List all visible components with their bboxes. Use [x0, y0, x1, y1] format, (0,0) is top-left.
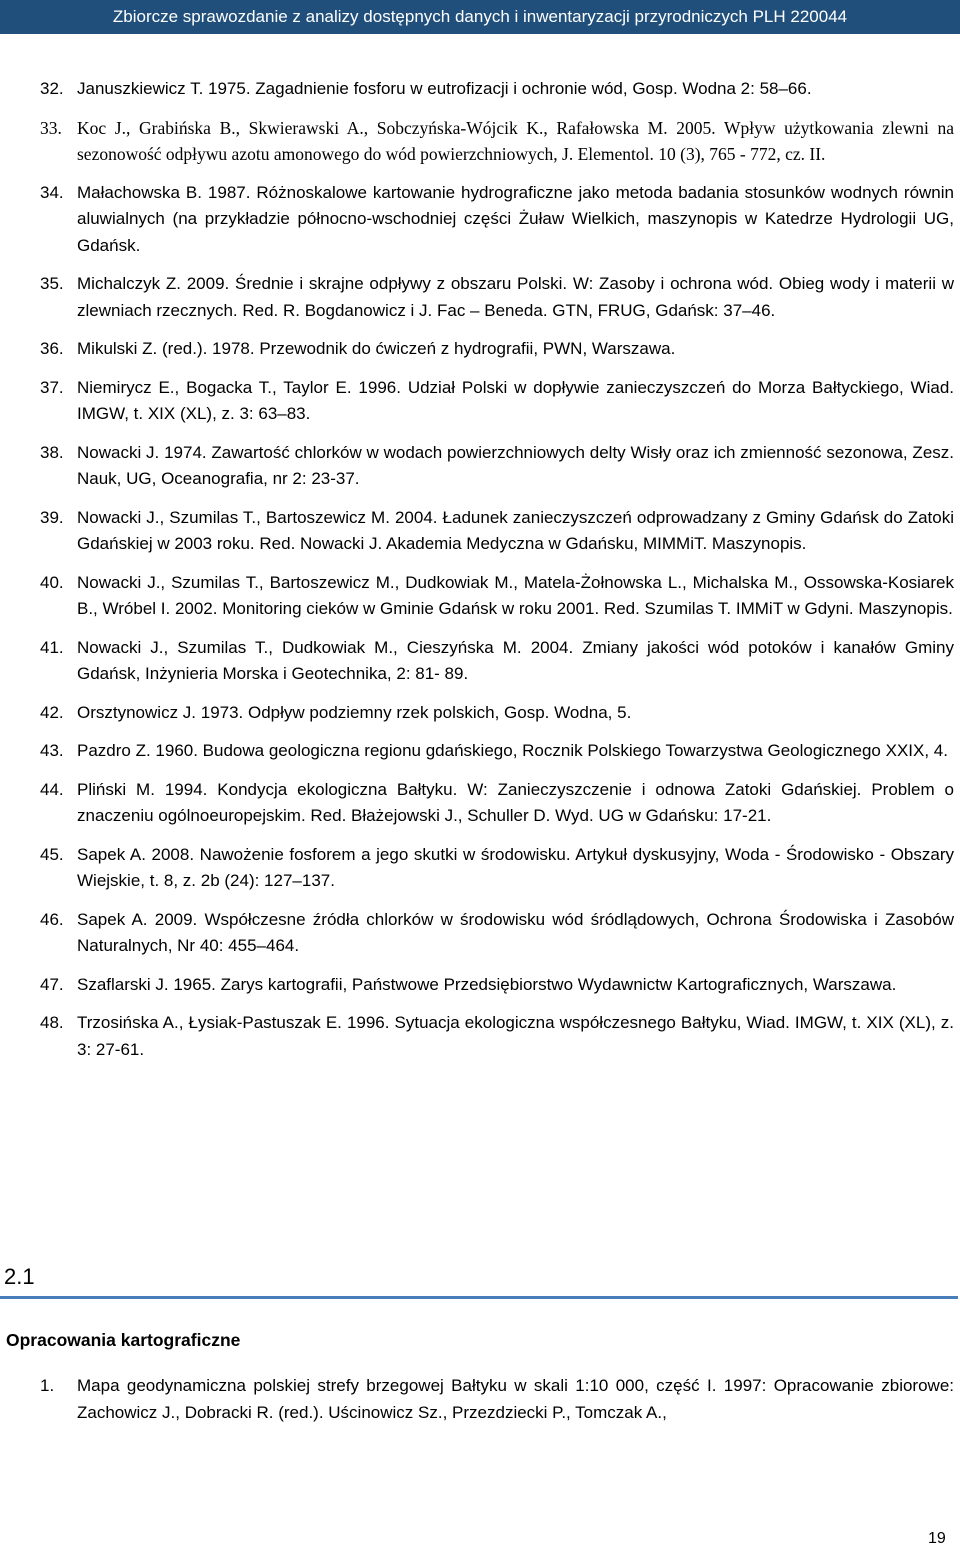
reference-text: Nowacki J. 1974. Zawartość chlorków w wodach powierzchniowych delty Wisły oraz ich zmienność sezonowa, Zesz. Nauk, UG, Oceanografia, nr 2: 23-37.	[77, 442, 954, 488]
reference-text: Sapek A. 2009. Współczesne źródła chlorków w środowisku wód śródlądowych, Ochrona Środowiska i Zasobów Naturalnych, Nr 40: 455–464.	[77, 909, 954, 955]
reference-number: 46.	[40, 909, 64, 929]
reference-number: 41.	[40, 637, 64, 657]
reference-number: 33.	[40, 117, 62, 138]
reference-item	[40, 842, 954, 895]
reference-item	[40, 505, 954, 558]
reference-list	[40, 76, 954, 1075]
reference-text: Koc J., Grabińska B., Skwierawski A., Sobczyńska-Wójcik K., Rafałowska M. 2005. Wpływ użytkowania zlewni na sezonowość odpływu azotu amonowego do wód powierzchniowych, J. Elementol. 10 (3), 765 - 772, cz. II.	[77, 117, 954, 164]
reference-item	[40, 1010, 954, 1063]
section-divider	[0, 1296, 958, 1299]
reference-number: 44.	[40, 779, 64, 799]
reference-text: Sapek A. 2008. Nawożenie fosforem a jego skutki w środowisku. Artykuł dyskusyjny, Woda - Środowisko - Obszary Wiejskie, t. 8, z. 2b (24): 127–137.	[77, 844, 954, 890]
reference-item	[40, 570, 954, 623]
reference-number: 37.	[40, 377, 64, 397]
reference-number: 43.	[40, 741, 64, 760]
reference-text: Pazdro Z. 1960. Budowa geologiczna regionu gdańskiego, Rocznik Polskiego Towarzystwa Geologicznego XXIX, 4.	[77, 741, 948, 760]
page-number: 19	[928, 1530, 946, 1547]
reference-text: Mikulski Z. (red.). 1978. Przewodnik do ćwiczeń z hydrografii, PWN, Warszawa.	[77, 339, 676, 358]
section-heading: Opracowania kartograficzne	[6, 1330, 241, 1350]
reference-item	[40, 738, 954, 765]
reference-number: 35.	[40, 274, 64, 293]
cartographic-number: 1.	[40, 1376, 55, 1395]
reference-item	[40, 115, 954, 168]
reference-item	[40, 375, 954, 428]
cartographic-list	[40, 1373, 954, 1438]
reference-text: Januszkiewicz T. 1975. Zagadnienie fosforu w eutrofizacji i ochronie wód, Gosp. Wodna 2: 58–66.	[77, 79, 812, 98]
reference-number: 36.	[40, 339, 64, 358]
reference-item	[40, 336, 954, 363]
reference-number: 34.	[40, 182, 64, 202]
reference-number: 38.	[40, 442, 64, 462]
reference-number: 47.	[40, 974, 64, 994]
reference-number: 48.	[40, 1013, 64, 1032]
reference-text: Nowacki J., Szumilas T., Bartoszewicz M. 2004. Ładunek zanieczyszczeń odprowadzany z Gminy Gdańsk do Zatoki Gdańskiej w 2003 roku. Red. Nowacki J. Akademia Medyczna w Gdańsku, MIMMiT. Maszynopis.	[77, 507, 954, 553]
cartographic-text: Mapa geodynamiczna polskiej strefy brzegowej Bałtyku w skali 1:10 000, część I. 1997: Opracowanie zbiorowe: Zachowicz J., Dobracki R. (red.). Uścinowicz Sz., Przezdziecki P., Tomczak A.,	[77, 1376, 954, 1422]
reference-number: 39.	[40, 507, 64, 527]
reference-number: 42.	[40, 702, 64, 722]
reference-number: 32.	[40, 79, 64, 98]
section-number-label: 2.1	[4, 1264, 35, 1289]
reference-item	[40, 180, 954, 260]
reference-item	[40, 907, 954, 960]
reference-item	[40, 972, 954, 999]
reference-text: Szaflarski J. 1965. Zarys kartografii, Państwowe Przedsiębiorstwo Wydawnictw Kartograficznych, Warszawa.	[77, 974, 897, 994]
reference-text: Michalczyk Z. 2009. Średnie i skrajne odpływy z obszaru Polski. W: Zasoby i ochrona wód. Obieg wody i materii w zlewniach rzecznych. Red. R. Bogdanowicz i J. Fac – Beneda. GTN, FRUG, Gdańsk: 37–46.	[77, 274, 954, 320]
reference-text: Orsztynowicz J. 1973. Odpływ podziemny rzek polskich, Gosp. Wodna, 5.	[77, 702, 632, 722]
reference-item	[40, 76, 954, 103]
header-title: Zbiorcze sprawozdanie z analizy dostępnych danych i inwentaryzacji przyrodniczych PLH 220044	[112, 7, 848, 26]
reference-text: Pliński M. 1994. Kondycja ekologiczna Bałtyku. W: Zanieczyszczenie i odnowa Zatoki Gdańskiej. Problem o znaczeniu ogólnoeuropejskim. Red. Błażejowski J., Schuller D. Wyd. UG w Gdańsku: 17-21.	[77, 779, 954, 825]
reference-text: Małachowska B. 1987. Różnoskalowe kartowanie hydrograficzne jako metoda badania stosunków wodnych równin aluwialnych (na przykładzie północno-wschodniej części Żuław Wielkich, maszynopis w Katedrze Hydrologii UG, Gdańsk.	[77, 182, 954, 255]
reference-item	[40, 440, 954, 493]
page-header	[0, 0, 960, 34]
reference-item	[40, 700, 954, 727]
reference-text: Nowacki J., Szumilas T., Bartoszewicz M., Dudkowiak M., Matela-Żołnowska L., Michalska M., Ossowska-Kosiarek B., Wróbel I. 2002. Monitoring cieków w Gminie Gdańsk w roku 2001. Red. Szumilas T. IMMiT w Gdyni. Maszynopis.	[77, 572, 954, 618]
reference-text: Nowacki J., Szumilas T., Dudkowiak M., Cieszyńska M. 2004. Zmiany jakości wód potoków i kanałów Gminy Gdańsk, Inżynieria Morska i Geotechnika, 2: 81- 89.	[77, 637, 954, 683]
reference-text: Trzosińska A., Łysiak-Pastuszak E. 1996. Sytuacja ekologiczna współczesnego Bałtyku, Wiad. IMGW, t. XIX (XL), z. 3: 27-61.	[77, 1013, 954, 1059]
reference-number: 40.	[40, 572, 64, 592]
reference-number: 45.	[40, 844, 64, 864]
reference-item	[40, 271, 954, 324]
reference-item	[40, 777, 954, 830]
cartographic-item	[40, 1373, 954, 1426]
reference-text: Niemirycz E., Bogacka T., Taylor E. 1996. Udział Polski w dopływie zanieczyszczeń do Morza Bałtyckiego, Wiad. IMGW, t. XIX (XL), z. 3: 63–83.	[77, 377, 954, 423]
reference-item	[40, 635, 954, 688]
